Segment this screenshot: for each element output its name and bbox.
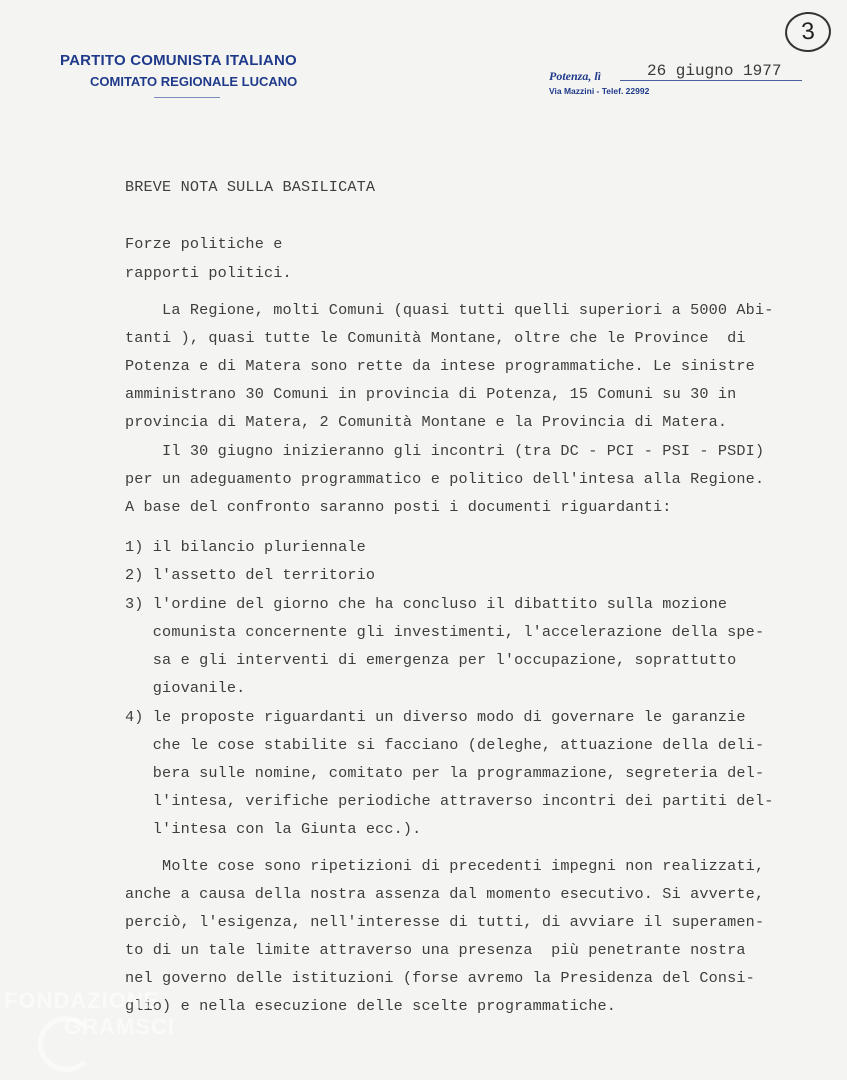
body-line: amministrano 30 Comuni in provincia di Potenza, 15 Comuni su 30 in (125, 385, 737, 403)
letterhead-address: Via Mazzini - Telef. 22992 (549, 86, 650, 96)
list-item: 4) le proposte riguardanti un diverso modo di governare le garanzie (125, 708, 746, 726)
list-item: giovanile. (125, 679, 246, 697)
letter-date: 26 giugno 1977 (647, 62, 782, 80)
list-item: 3) l'ordine del giorno che ha concluso il dibattito sulla mozione (125, 595, 728, 613)
body-line: nel governo delle istituzioni (forse avremo la Presidenza del Consi- (125, 969, 755, 987)
body-line: Il 30 giugno inizieranno gli incontri (tra DC - PCI - PSI - PSDI) (125, 442, 765, 460)
body-line: to di un tale limite attraverso una presenza più penetrante nostra (125, 941, 746, 959)
watermark-line: GRAMSCI (64, 1014, 175, 1039)
list-item: sa e gli interventi di emergenza per l'occupazione, soprattutto (125, 651, 737, 669)
body-line: glio) e nella esecuzione delle scelte programmatiche. (125, 997, 616, 1015)
watermark-line: FONDAZIONE (4, 988, 160, 1013)
list-item: 1) il bilancio pluriennale (125, 538, 366, 556)
body-line: anche a causa della nostra assenza dal momento esecutivo. Si avverte, (125, 885, 765, 903)
body-line: per un adeguamento programmatico e politico dell'intesa alla Regione. (125, 470, 765, 488)
document-title: BREVE NOTA SULLA BASILICATA (125, 178, 376, 196)
section-heading-line: Forze politiche e (125, 235, 283, 253)
list-item: bera sulle nomine, comitato per la programmazione, segreteria del- (125, 764, 765, 782)
body-line: provincia di Matera, 2 Comunità Montane e la Provincia di Matera. (125, 413, 728, 431)
body-line: A base del confronto saranno posti i documenti riguardanti: (125, 498, 672, 516)
list-item: l'intesa con la Giunta ecc.). (125, 820, 422, 838)
page-number-circle: 3 (784, 10, 833, 53)
body-line: Molte cose sono ripetizioni di precedenti impegni non realizzati, (125, 857, 765, 875)
list-item: che le cose stabilite si facciano (deleghe, attuazione della deli- (125, 736, 765, 754)
date-underline (620, 80, 802, 81)
letterhead-org-sub: COMITATO REGIONALE LUCANO (90, 74, 298, 89)
list-item: 2) l'assetto del territorio (125, 566, 376, 584)
letterhead-place: Potenza, lì (549, 69, 602, 83)
list-item: l'intesa, verifiche periodiche attraverso incontri dei partiti del- (125, 792, 774, 810)
section-heading-line: rapporti politici. (125, 264, 292, 282)
letterhead-org-name: PARTITO COMUNISTA ITALIANO (60, 52, 297, 69)
letterhead-rule (154, 97, 220, 98)
body-line: Potenza e di Matera sono rette da intese programmatiche. Le sinistre (125, 357, 755, 375)
body-line: La Regione, molti Comuni (quasi tutti quelli superiori a 5000 Abi- (125, 301, 774, 319)
watermark (4, 990, 175, 1038)
list-item: comunista concernente gli investimenti, l'accelerazione della spe- (125, 623, 765, 641)
body-line: perciò, l'esigenza, nell'interesse di tutti, di avviare il superamen- (125, 913, 765, 931)
body-line: tanti ), quasi tutte le Comunità Montane, oltre che le Province di (125, 329, 746, 347)
